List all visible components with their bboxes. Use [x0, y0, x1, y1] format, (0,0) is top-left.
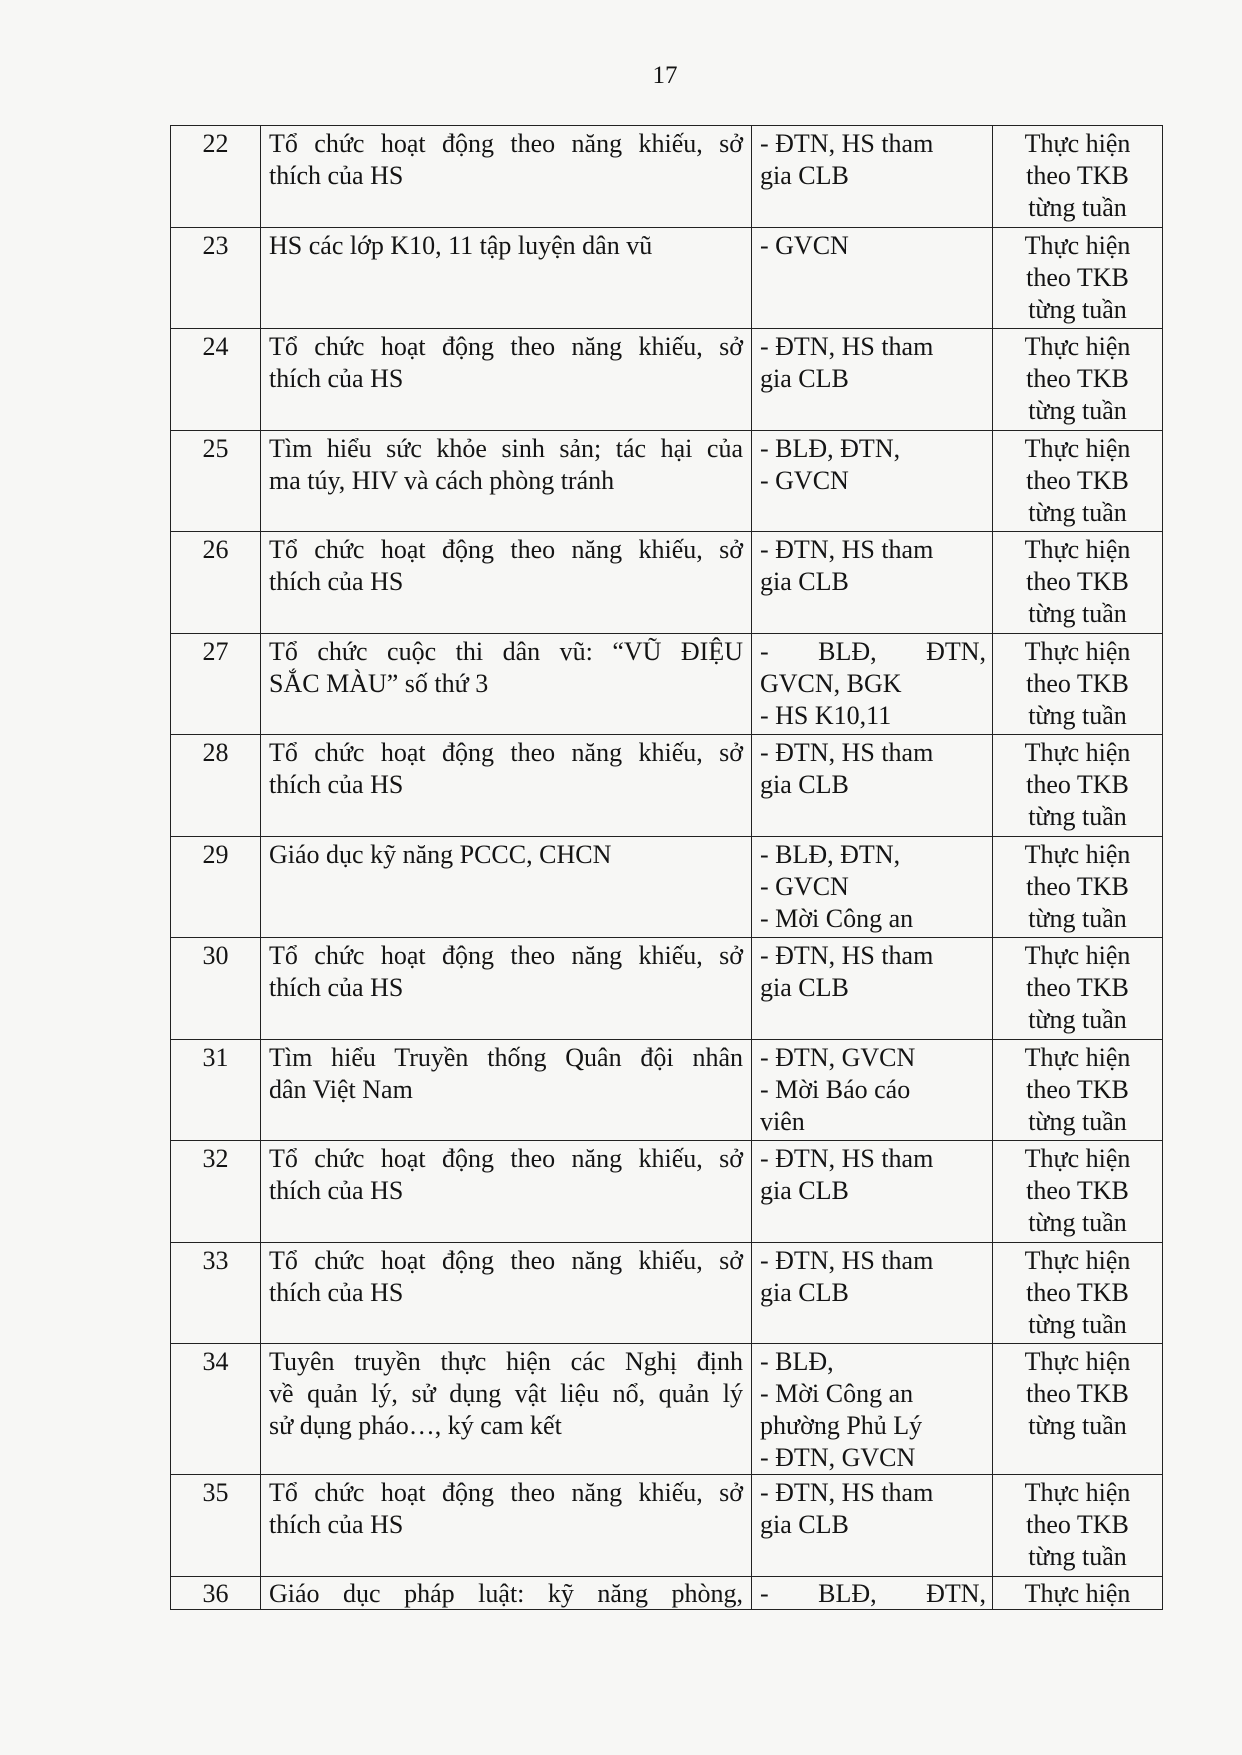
- activity-line: Tìm hiểu sức khỏe sinh sản; tác hại của: [269, 433, 743, 463]
- activity-line: HS các lớp K10, 11 tập luyện dân vũ: [269, 230, 653, 260]
- activity-cell: [261, 1242, 752, 1344]
- responsible-line: gia CLB: [760, 1510, 849, 1539]
- responsible-line: gia CLB: [760, 161, 849, 190]
- status-line: Thực hiện: [1024, 1478, 1131, 1507]
- activity-line: thích của HS: [269, 1176, 404, 1205]
- activity-line: thích của HS: [269, 1277, 404, 1307]
- responsible-line: viên: [760, 1106, 805, 1136]
- status-line: từng tuần: [1028, 294, 1127, 324]
- status-line: từng tuần: [1028, 802, 1127, 831]
- status-line: theo TKB: [1026, 1379, 1129, 1408]
- status-line: Thực hiện: [1024, 535, 1131, 564]
- row-number: 27: [171, 633, 261, 735]
- status-line: Thực hiện: [1024, 738, 1131, 767]
- status-line: từng tuần: [1028, 599, 1127, 628]
- responsible-line: - ĐTN, HS tham: [760, 1144, 934, 1173]
- responsible-line: gia CLB: [760, 1176, 849, 1205]
- status-cell: [993, 1039, 1163, 1141]
- status-line: Thực hiện: [1024, 941, 1131, 970]
- responsible-cell: [752, 938, 993, 1040]
- responsible-line: - BLĐ, ĐTN,: [760, 1578, 986, 1608]
- activity-line: Tổ chức hoạt động theo năng khiếu, sở: [269, 1478, 743, 1507]
- status-cell: [993, 1475, 1163, 1577]
- activity-line: SẮC MÀU” số thứ 3: [269, 668, 489, 698]
- table-row: [171, 735, 1163, 837]
- activity-line: dân Việt Nam: [269, 1074, 413, 1104]
- status-line: Thực hiện: [1024, 1245, 1131, 1275]
- responsible-cell: [752, 1576, 993, 1609]
- responsible-cell: [752, 1141, 993, 1243]
- activity-cell: [261, 430, 752, 532]
- responsible-line: phường Phủ Lý: [760, 1411, 923, 1440]
- status-cell: [993, 126, 1163, 228]
- status-cell: [993, 1141, 1163, 1243]
- responsible-cell: [752, 1475, 993, 1577]
- responsible-line: - BLĐ, ĐTN,: [760, 433, 901, 463]
- responsible-line: - ĐTN, GVCN: [760, 1443, 916, 1472]
- row-number: 30: [171, 938, 261, 1040]
- status-line: Thực hiện: [1024, 1144, 1131, 1173]
- responsible-cell: [752, 1344, 993, 1475]
- activity-cell: [261, 938, 752, 1040]
- activity-table-body: [171, 126, 1163, 1610]
- activity-line: ma túy, HIV và cách phòng tránh: [269, 465, 615, 495]
- activity-line: Tổ chức hoạt động theo năng khiếu, sở: [269, 1144, 743, 1173]
- status-line: theo TKB: [1026, 1510, 1129, 1539]
- responsible-line: - BLĐ, ĐTN,: [760, 636, 986, 666]
- responsible-line: - Mời Công an: [760, 1379, 914, 1408]
- activity-cell: [261, 1141, 752, 1243]
- responsible-line: - ĐTN, HS tham: [760, 1245, 934, 1275]
- status-line: từng tuần: [1028, 903, 1127, 933]
- status-line: theo TKB: [1026, 973, 1129, 1002]
- table-row: [171, 1344, 1163, 1475]
- row-number: 26: [171, 532, 261, 634]
- responsible-cell: [752, 329, 993, 431]
- status-cell: [993, 430, 1163, 532]
- activity-line: Tổ chức hoạt động theo năng khiếu, sở: [269, 941, 743, 970]
- status-line: từng tuần: [1028, 1542, 1127, 1571]
- status-cell: [993, 1576, 1163, 1609]
- activity-line: thích của HS: [269, 1510, 404, 1539]
- table-row: [171, 1039, 1163, 1141]
- status-line: theo TKB: [1026, 1277, 1129, 1307]
- activity-line: thích của HS: [269, 364, 404, 393]
- responsible-line: gia CLB: [760, 1277, 849, 1307]
- status-line: Thực hiện: [1024, 1578, 1131, 1608]
- responsible-line: - ĐTN, HS tham: [760, 941, 934, 970]
- row-number: 34: [171, 1344, 261, 1475]
- status-line: theo TKB: [1026, 161, 1129, 190]
- activity-cell: [261, 1475, 752, 1577]
- status-line: theo TKB: [1026, 1074, 1129, 1104]
- status-cell: [993, 836, 1163, 938]
- status-cell: [993, 227, 1163, 329]
- row-number: 36: [171, 1576, 261, 1609]
- responsible-cell: [752, 735, 993, 837]
- responsible-line: - BLĐ, ĐTN,: [760, 839, 901, 869]
- responsible-line: - Mời Báo cáo: [760, 1074, 911, 1104]
- activity-cell: [261, 532, 752, 634]
- table-row: [171, 329, 1163, 431]
- status-cell: [993, 1242, 1163, 1344]
- activity-line: Tổ chức hoạt động theo năng khiếu, sở: [269, 738, 743, 767]
- responsible-cell: [752, 227, 993, 329]
- responsible-line: gia CLB: [760, 770, 849, 799]
- activity-line: Tìm hiểu Truyền thống Quân đội nhân: [269, 1042, 743, 1072]
- status-line: từng tuần: [1028, 1106, 1127, 1136]
- activity-cell: [261, 1344, 752, 1475]
- status-line: Thực hiện: [1024, 433, 1131, 463]
- activity-cell: [261, 735, 752, 837]
- row-number: 23: [171, 227, 261, 329]
- responsible-cell: [752, 633, 993, 735]
- status-line: từng tuần: [1028, 1411, 1127, 1440]
- status-line: theo TKB: [1026, 770, 1129, 799]
- activity-table: [170, 125, 1163, 1610]
- table-row: [171, 1242, 1163, 1344]
- table-row: [171, 1475, 1163, 1577]
- table-row: [171, 1576, 1163, 1609]
- responsible-line: gia CLB: [760, 364, 849, 393]
- status-line: từng tuần: [1028, 700, 1127, 730]
- responsible-cell: [752, 532, 993, 634]
- status-line: Thực hiện: [1024, 839, 1131, 869]
- status-line: theo TKB: [1026, 1176, 1129, 1205]
- status-line: theo TKB: [1026, 668, 1129, 698]
- responsible-line: - HS K10,11: [760, 700, 892, 730]
- row-number: 31: [171, 1039, 261, 1141]
- activity-line: Tổ chức cuộc thi dân vũ: “VŨ ĐIỆU: [269, 636, 743, 666]
- responsible-cell: [752, 430, 993, 532]
- responsible-line: - ĐTN, GVCN: [760, 1042, 916, 1072]
- row-number: 33: [171, 1242, 261, 1344]
- activity-line: Tổ chức hoạt động theo năng khiếu, sở: [269, 332, 743, 361]
- table-row: [171, 633, 1163, 735]
- activity-cell: [261, 329, 752, 431]
- activity-line: Tổ chức hoạt động theo năng khiếu, sở: [269, 129, 743, 158]
- activity-line: thích của HS: [269, 770, 404, 799]
- row-number: 22: [171, 126, 261, 228]
- responsible-line: - GVCN: [760, 871, 849, 901]
- activity-line: thích của HS: [269, 161, 404, 190]
- responsible-line: - ĐTN, HS tham: [760, 535, 934, 564]
- status-cell: [993, 633, 1163, 735]
- activity-cell: [261, 1576, 752, 1609]
- status-line: theo TKB: [1026, 871, 1129, 901]
- status-line: từng tuần: [1028, 193, 1127, 222]
- responsible-line: GVCN, BGK: [760, 668, 902, 698]
- status-cell: [993, 938, 1163, 1040]
- responsible-line: - BLĐ,: [760, 1347, 834, 1376]
- status-line: theo TKB: [1026, 262, 1129, 292]
- activity-cell: [261, 633, 752, 735]
- status-line: từng tuần: [1028, 396, 1127, 425]
- table-row: [171, 938, 1163, 1040]
- responsible-line: gia CLB: [760, 567, 849, 596]
- responsible-line: gia CLB: [760, 973, 849, 1002]
- status-cell: [993, 329, 1163, 431]
- table-row: [171, 227, 1163, 329]
- status-line: Thực hiện: [1024, 636, 1131, 666]
- table-row: [171, 430, 1163, 532]
- status-line: theo TKB: [1026, 364, 1129, 393]
- status-line: từng tuần: [1028, 1005, 1127, 1034]
- responsible-cell: [752, 836, 993, 938]
- responsible-line: - Mời Công an: [760, 903, 914, 933]
- activity-cell: [261, 126, 752, 228]
- activity-line: Giáo dục pháp luật: kỹ năng phòng,: [269, 1578, 743, 1608]
- status-cell: [993, 1344, 1163, 1475]
- status-line: Thực hiện: [1024, 332, 1131, 361]
- responsible-line: - ĐTN, HS tham: [760, 1478, 934, 1507]
- status-line: từng tuần: [1028, 1208, 1127, 1237]
- status-line: Thực hiện: [1024, 1347, 1131, 1376]
- status-line: từng tuần: [1028, 1309, 1127, 1339]
- activity-line: Tổ chức hoạt động theo năng khiếu, sở: [269, 1245, 743, 1275]
- activity-cell: [261, 227, 752, 329]
- responsible-line: - ĐTN, HS tham: [760, 738, 934, 767]
- table-row: [171, 532, 1163, 634]
- row-number: 29: [171, 836, 261, 938]
- row-number: 32: [171, 1141, 261, 1243]
- row-number: 28: [171, 735, 261, 837]
- status-line: từng tuần: [1028, 497, 1127, 527]
- activity-line: sử dụng pháo…, ký cam kết: [269, 1411, 562, 1440]
- responsible-line: - GVCN: [760, 230, 849, 260]
- status-line: Thực hiện: [1024, 1042, 1131, 1072]
- activity-cell: [261, 1039, 752, 1141]
- status-line: theo TKB: [1026, 567, 1129, 596]
- activity-line: Giáo dục kỹ năng PCCC, CHCN: [269, 839, 612, 869]
- status-line: Thực hiện: [1024, 129, 1131, 158]
- responsible-cell: [752, 1039, 993, 1141]
- activity-line: Tổ chức hoạt động theo năng khiếu, sở: [269, 535, 743, 564]
- activity-line: về quản lý, sử dụng vật liệu nổ, quản lý: [269, 1379, 743, 1408]
- responsible-line: - ĐTN, HS tham: [760, 129, 934, 158]
- status-cell: [993, 735, 1163, 837]
- activity-line: Tuyên truyền thực hiện các Nghị định: [269, 1347, 743, 1376]
- responsible-cell: [752, 126, 993, 228]
- activity-cell: [261, 836, 752, 938]
- page-number: 17: [652, 62, 678, 89]
- table-row: [171, 836, 1163, 938]
- status-line: Thực hiện: [1024, 230, 1131, 260]
- status-line: theo TKB: [1026, 465, 1129, 495]
- table-row: [171, 126, 1163, 228]
- activity-line: thích của HS: [269, 973, 404, 1002]
- row-number: 25: [171, 430, 261, 532]
- responsible-line: - ĐTN, HS tham: [760, 332, 934, 361]
- table-row: [171, 1141, 1163, 1243]
- row-number: 35: [171, 1475, 261, 1577]
- responsible-cell: [752, 1242, 993, 1344]
- row-number: 24: [171, 329, 261, 431]
- status-cell: [993, 532, 1163, 634]
- responsible-line: - GVCN: [760, 465, 849, 495]
- activity-line: thích của HS: [269, 567, 404, 596]
